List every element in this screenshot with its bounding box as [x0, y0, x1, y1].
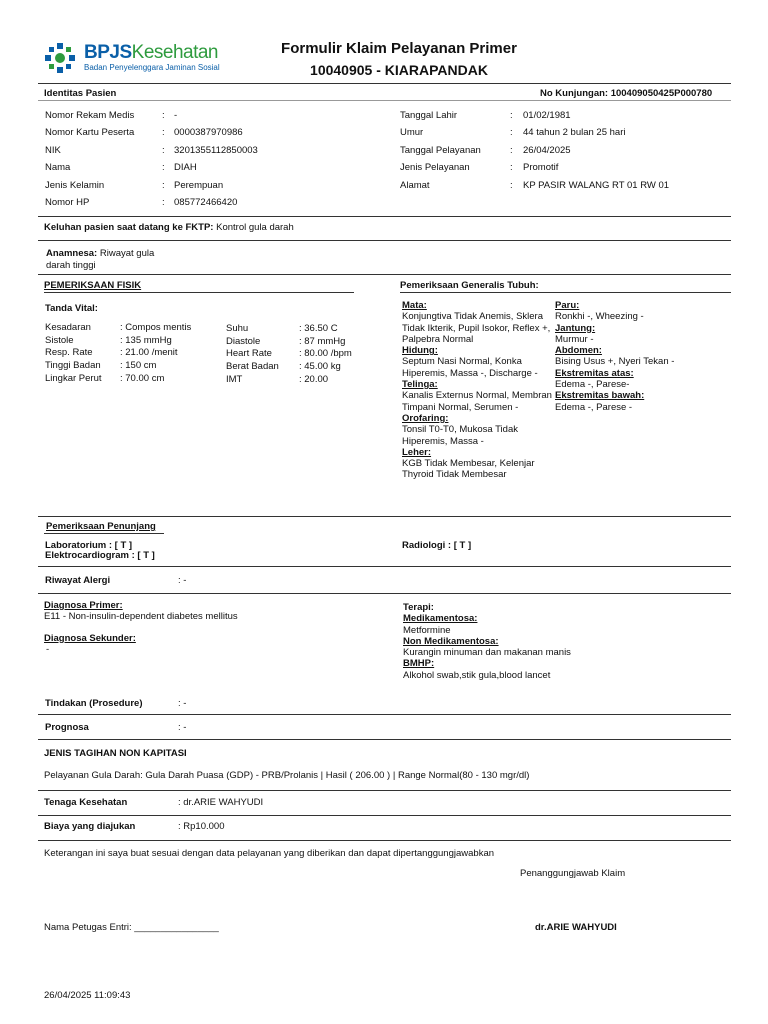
divider: [38, 840, 731, 841]
identitas-field-label: Nomor Kartu Peserta: [45, 127, 135, 139]
dokter-signature-name: dr.ARIE WAHYUDI: [535, 922, 617, 933]
tindakan-value: : -: [178, 698, 187, 709]
anamnesa: Anamnesa: Riwayat gula: [46, 248, 155, 259]
divider: [38, 714, 731, 715]
divider: [400, 292, 731, 293]
identitas-field-value: 26/04/2025: [523, 144, 571, 156]
identitas-field-colon: :: [162, 110, 165, 121]
divider: [38, 566, 731, 567]
vital-sign-label: IMT: [226, 373, 243, 385]
diagnosa-block: [44, 600, 384, 655]
identitas-field-value: DIAH: [174, 162, 197, 174]
tagihan-detail: Pelayanan Gula Darah: Gula Darah Puasa (GDP) - PRB/Prolanis | Hasil ( 206.00 ) | Range Normal(80 - 130 mgr/dl): [44, 770, 530, 781]
eks-atas-value: Edema -, Parese-: [555, 379, 630, 391]
paru-heading: Paru:: [555, 300, 580, 311]
vital-sign-value: : 70.00 cm: [120, 372, 165, 384]
vital-sign-value: : 80.00 /bpm: [299, 348, 352, 360]
tenaga-label: Tenaga Kesehatan: [44, 797, 128, 808]
vital-sign-value: : 135 mmHg: [120, 334, 172, 346]
tagihan-heading: JENIS TAGIHAN NON KAPITASI: [44, 748, 187, 759]
orofaring-value: Tonsil T0-T0, Mukosa Tidak Hiperemis, Massa -: [402, 424, 518, 447]
alergi-label: Riwayat Alergi: [45, 575, 111, 586]
identitas-field-label: Nomor HP: [45, 197, 90, 208]
vital-sign-value: : 150 cm: [120, 360, 157, 372]
vital-sign-value: : 21.00 /menit: [120, 347, 178, 359]
mata-heading: Mata:: [402, 300, 427, 311]
identitas-field-value: Perempuan: [174, 179, 224, 191]
identitas-field-colon: :: [162, 162, 165, 174]
bmhp-heading: BMHP:: [403, 658, 435, 670]
diagnosa-sekunder-heading: Diagnosa Sekunder:: [44, 632, 136, 644]
vital-sign-value: : 20.00: [299, 373, 329, 385]
diagnosa-sekunder-value: -: [46, 643, 50, 655]
medikamentosa-heading: Medikamentosa:: [403, 613, 478, 625]
prognosa-label: Prognosa: [45, 722, 89, 733]
telinga-value: Kanalis Externus Normal, Membran Timpani Normal, Serumen -: [402, 390, 552, 413]
petugas-entri: Nama Petugas Entri: ________________: [44, 922, 219, 933]
identitas-field-value: 01/02/1981: [523, 110, 571, 121]
identitas-field-label: Jenis Pelayanan: [400, 162, 470, 174]
identitas-field-colon: :: [510, 110, 513, 121]
vital-sign-label: Heart Rate: [226, 348, 272, 360]
identitas-field-value: KP PASIR WALANG RT 01 RW 01: [523, 179, 670, 191]
identitas-field-colon: :: [510, 144, 513, 156]
anamnesa-cont: darah tinggi: [46, 260, 96, 271]
biaya-label: Biaya yang diajukan: [44, 821, 136, 832]
paru-value: Ronkhi -, Wheezing -: [555, 311, 644, 323]
vital-sign-label: Sistole: [45, 334, 74, 346]
vital-sign-label: Tinggi Badan: [45, 360, 101, 372]
vital-sign-value: : 45.00 kg: [299, 361, 341, 373]
leher-value: KGB Tidak Membesar, Kelenjar Thyroid Tidak Membesar: [402, 458, 535, 481]
identitas-field-label: NIK: [45, 144, 61, 156]
medikamentosa-value: Metformine: [403, 624, 451, 636]
prognosa-value: : -: [178, 722, 187, 733]
identitas-field-value: 3201355112850003: [174, 144, 258, 156]
terapi-block: [403, 602, 733, 681]
vital-sign-value: : 36.50 C: [299, 323, 338, 334]
identitas-field-label: Nomor Rekam Medis: [45, 110, 135, 121]
tindakan-label: Tindakan (Prosedure): [45, 698, 143, 709]
identitas-field-label: Jenis Kelamin: [45, 179, 105, 191]
non-medikamentosa-heading: Non Medikamentosa:: [403, 635, 499, 647]
hidung-heading: Hidung:: [402, 345, 438, 357]
alergi-value: : -: [178, 575, 187, 586]
penunjang-heading: Pemeriksaan Penunjang: [46, 521, 156, 532]
terapi-heading: Terapi:: [403, 602, 434, 613]
divider: [38, 790, 731, 791]
identitas-field-colon: :: [510, 127, 513, 139]
print-timestamp: 26/04/2025 11:09:43: [44, 990, 131, 1001]
tanda-vital-label: Tanda Vital:: [45, 303, 98, 314]
vital-sign-label: Kesadaran: [45, 322, 91, 333]
bmhp-value: Alkohol swab,stik gula,blood lancet: [403, 669, 551, 681]
identitas-field-colon: :: [162, 179, 165, 191]
eks-bawah-heading: Ekstremitas bawah:: [555, 390, 645, 402]
divider: [38, 815, 731, 816]
divider: [38, 240, 731, 241]
non-medikamentosa-value: Kurangin minuman dan makanan manis: [403, 647, 571, 659]
identitas-field-label: Umur: [400, 127, 424, 139]
biaya-value: : Rp10.000: [178, 821, 225, 832]
eks-bawah-value: Edema -, Parese -: [555, 401, 633, 413]
vital-sign-label: Diastole: [226, 335, 261, 347]
form-subtitle: 10040905 - KIARAPANDAK: [310, 62, 488, 78]
identitas-field-colon: :: [162, 197, 165, 208]
generalis-heading: Pemeriksaan Generalis Tubuh:: [400, 280, 539, 291]
divider: [38, 274, 731, 275]
vital-sign-label: Resp. Rate: [45, 347, 93, 359]
form-title: Formulir Klaim Pelayanan Primer: [281, 40, 517, 57]
diagnosa-primer-heading: Diagnosa Primer:: [44, 600, 123, 611]
radiologi: Radiologi : [ T ]: [402, 540, 472, 551]
divider: [38, 739, 731, 740]
logo-tagline: Badan Penyelenggara Jaminan Sosial: [84, 63, 220, 72]
divider: [44, 533, 164, 534]
identitas-field-colon: :: [162, 144, 165, 156]
identitas-field-value: -: [174, 110, 178, 121]
vital-sign-label: Suhu: [226, 323, 249, 334]
eks-atas-heading: Ekstremitas atas:: [555, 367, 634, 379]
abdomen-value: Bising Usus +, Nyeri Tekan -: [555, 356, 675, 368]
abdomen-heading: Abdomen:: [555, 345, 602, 357]
divider: [38, 83, 731, 84]
elektrocardiogram: Elektrocardiogram : [ T ]: [45, 550, 155, 561]
identitas-field-colon: :: [162, 127, 165, 139]
divider: [38, 100, 731, 101]
telinga-heading: Telinga:: [402, 379, 438, 391]
identitas-field-label: Tanggal Pelayanan: [400, 144, 481, 156]
identitas-field-value: 085772466420: [174, 197, 238, 208]
diagnosa-primer-value: E11 - Non-insulin-dependent diabetes mellitus: [44, 611, 238, 623]
no-kunjungan: No Kunjungan: 100409050425P000780: [540, 88, 713, 99]
vital-sign-label: Berat Badan: [226, 361, 279, 373]
penanggungjawab: Penanggungjawab Klaim: [520, 868, 626, 879]
divider: [38, 593, 731, 594]
keterangan: Keterangan ini saya buat sesuai dengan data pelayanan yang diberikan dan dapat dipertanggungjawabkan: [44, 848, 495, 859]
identitas-field-value: Promotif: [523, 162, 559, 174]
identitas-field-label: Tanggal Lahir: [400, 110, 458, 121]
identitas-field-label: Nama: [45, 162, 71, 174]
identitas-field-colon: :: [510, 179, 513, 191]
tenaga-value: : dr.ARIE WAHYUDI: [178, 797, 264, 808]
fisik-heading: PEMERIKSAAN FISIK: [44, 280, 142, 291]
generalis-col-right: [555, 300, 735, 413]
vital-sign-label: Lingkar Perut: [45, 372, 102, 384]
identitas-field-value: 0000387970986: [174, 127, 243, 139]
identitas-field-label: Alamat: [400, 179, 430, 191]
vital-sign-value: : Compos mentis: [120, 322, 192, 333]
leher-heading: Leher:: [402, 446, 432, 458]
identitas-field-colon: :: [510, 162, 513, 174]
keluhan: Keluhan pasien saat datang ke FKTP: Kontrol gula darah: [44, 222, 294, 233]
divider: [38, 516, 731, 517]
divider: [44, 292, 354, 293]
laboratorium: Laboratorium : [ T ]: [45, 540, 133, 551]
identitas-field-value: 44 tahun 2 bulan 25 hari: [523, 127, 626, 139]
generalis-col-left: [402, 300, 552, 481]
mata-value: Konjungtiva Tidak Anemis, Sklera Tidak Ikterik, Pupil Isokor, Reflex +, Palpebra Normal: [402, 311, 551, 345]
identitas-heading: Identitas Pasien: [44, 88, 117, 99]
orofaring-heading: Orofaring:: [402, 412, 449, 424]
logo-wordmark: BPJSKesehatan: [84, 42, 218, 63]
vital-sign-value: : 87 mmHg: [299, 335, 346, 347]
jantung-value: Murmur -: [555, 333, 594, 345]
jantung-heading: Jantung:: [555, 322, 596, 334]
hidung-value: Septum Nasi Normal, Konka Hiperemis, Massa -, Discharge -: [402, 356, 538, 379]
divider: [38, 216, 731, 217]
